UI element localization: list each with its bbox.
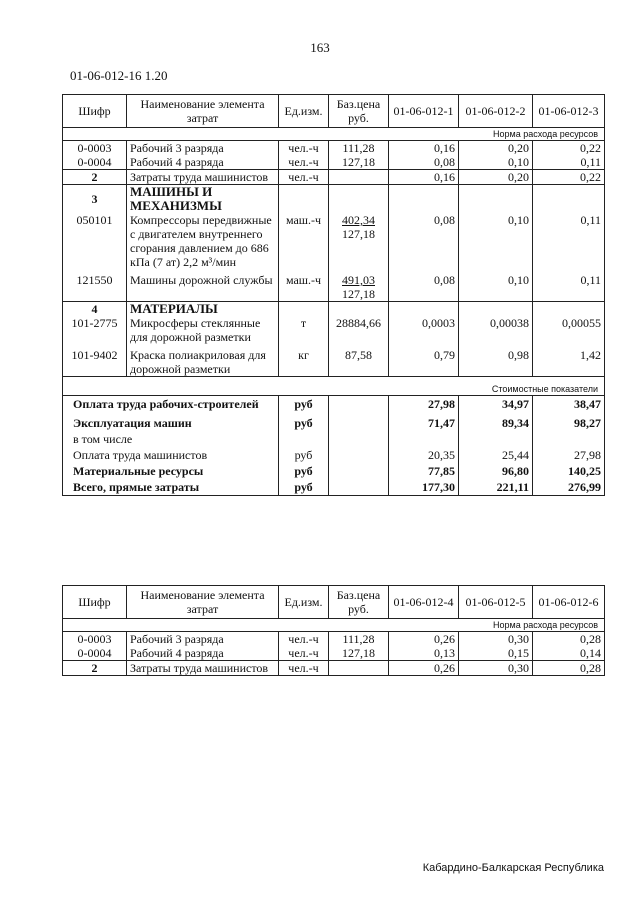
row-value-1: 0,16 bbox=[389, 141, 459, 156]
table-header-row bbox=[63, 95, 605, 128]
summary-value-3: 27,98 bbox=[533, 447, 605, 463]
row-price: 127,18 bbox=[329, 646, 389, 661]
header-norm-1: 01-06-012-1 bbox=[389, 95, 459, 128]
row-value-2: 0,15 bbox=[459, 646, 533, 661]
summary-value-2: 89,34 bbox=[459, 412, 533, 431]
header-norm-6: 01-06-012-6 bbox=[533, 586, 605, 619]
summary-value-3: 38,47 bbox=[533, 396, 605, 413]
row-name: Рабочий 3 разряда bbox=[127, 632, 279, 647]
row-name: Краска полиакриловая для дорожной разметки bbox=[127, 344, 279, 377]
table-row bbox=[63, 646, 605, 661]
row-unit: т bbox=[279, 316, 329, 344]
row-code: 0-0003 bbox=[63, 141, 127, 156]
header-norm-5: 01-06-012-5 bbox=[459, 586, 533, 619]
summary-unit: руб bbox=[279, 479, 329, 496]
row-value-3: 0,22 bbox=[533, 170, 605, 185]
row-code: 121550 bbox=[63, 269, 127, 302]
row-name: Микросферы стеклянные для дорожной разметки bbox=[127, 316, 279, 344]
row-name: Рабочий 4 разряда bbox=[127, 646, 279, 661]
summary-value-1: 177,30 bbox=[389, 479, 459, 496]
row-unit: чел.-ч bbox=[279, 170, 329, 185]
table-row bbox=[63, 269, 605, 302]
table-row bbox=[63, 344, 605, 377]
row-value-3: 0,11 bbox=[533, 155, 605, 170]
summary-value-3: 98,27 bbox=[533, 412, 605, 431]
document-code: 01-06-012-16 1.20 bbox=[70, 68, 168, 83]
row-unit: чел.-ч bbox=[279, 155, 329, 170]
row-code: 0-0004 bbox=[63, 646, 127, 661]
band-resource-norm: Норма расхода ресурсов bbox=[63, 619, 605, 632]
row-value-1: 0,79 bbox=[389, 344, 459, 377]
price-machinist: 127,18 bbox=[342, 227, 375, 241]
table-row-machinist bbox=[63, 661, 605, 676]
row-code: 101-9402 bbox=[63, 344, 127, 377]
summary-name: Материальные ресурсы bbox=[63, 463, 279, 479]
summary-value-3: 140,25 bbox=[533, 463, 605, 479]
summary-value-1: 71,47 bbox=[389, 412, 459, 431]
row-name: Рабочий 3 разряда bbox=[127, 141, 279, 156]
row-value-1: 0,26 bbox=[389, 661, 459, 676]
row-unit: чел.-ч bbox=[279, 646, 329, 661]
summary-value-3: 276,99 bbox=[533, 479, 605, 496]
summary-value-2: 34,97 bbox=[459, 396, 533, 413]
row-code: 101-2775 bbox=[63, 316, 127, 344]
row-name: Затраты труда машинистов bbox=[127, 170, 279, 185]
row-value-1: 0,0003 bbox=[389, 316, 459, 344]
row-code: 2 bbox=[63, 661, 127, 676]
row-unit: маш.-ч bbox=[279, 269, 329, 302]
row-value-3: 0,28 bbox=[533, 661, 605, 676]
summary-unit: руб bbox=[279, 463, 329, 479]
summary-row bbox=[63, 447, 605, 463]
row-unit: чел.-ч bbox=[279, 632, 329, 647]
summary-value-1: 27,98 bbox=[389, 396, 459, 413]
header-unit: Ед.изм. bbox=[279, 586, 329, 619]
summary-row bbox=[63, 463, 605, 479]
summary-row bbox=[63, 396, 605, 413]
price-machinist: 127,18 bbox=[342, 287, 375, 301]
summary-unit: руб bbox=[279, 447, 329, 463]
row-unit: кг bbox=[279, 344, 329, 377]
row-name: Машины дорожной службы bbox=[127, 269, 279, 302]
row-code: 050101 bbox=[63, 213, 127, 269]
row-value-1: 0,08 bbox=[389, 269, 459, 302]
summary-value-1: 20,35 bbox=[389, 447, 459, 463]
band-cost-indicators: Стоимостные показатели bbox=[63, 377, 605, 396]
row-code: 0-0004 bbox=[63, 155, 127, 170]
resource-table-1 bbox=[62, 94, 605, 496]
header-norm-3: 01-06-012-3 bbox=[533, 95, 605, 128]
table-row bbox=[63, 141, 605, 156]
summary-name: Всего, прямые затраты bbox=[63, 479, 279, 496]
summary-value-2: 96,80 bbox=[459, 463, 533, 479]
header-unit: Ед.изм. bbox=[279, 95, 329, 128]
summary-value-2: 25,44 bbox=[459, 447, 533, 463]
row-value-3: 0,14 bbox=[533, 646, 605, 661]
price-machine: 402,34 bbox=[342, 213, 375, 227]
section-title: МАТЕРИАЛЫ bbox=[127, 302, 279, 317]
footer-region: Кабардино-Балкарская Республика bbox=[422, 862, 604, 874]
row-unit: маш.-ч bbox=[279, 213, 329, 269]
price-machine: 491,03 bbox=[342, 273, 375, 287]
summary-row bbox=[63, 479, 605, 496]
row-price bbox=[329, 170, 389, 185]
row-value-1: 0,26 bbox=[389, 632, 459, 647]
header-price: Баз.цена руб. bbox=[329, 95, 389, 128]
row-value-2: 0,00038 bbox=[459, 316, 533, 344]
summary-row bbox=[63, 431, 605, 447]
row-value-3: 0,11 bbox=[533, 213, 605, 269]
summary-name: Оплата труда машинистов bbox=[63, 447, 279, 463]
row-price: 28884,66 bbox=[329, 316, 389, 344]
summary-value-1: 77,85 bbox=[389, 463, 459, 479]
summary-row bbox=[63, 412, 605, 431]
summary-unit: руб bbox=[279, 396, 329, 413]
summary-name: Оплата труда рабочих-строителей bbox=[63, 396, 279, 413]
row-code: 2 bbox=[63, 170, 127, 185]
row-unit: чел.-ч bbox=[279, 141, 329, 156]
header-norm-2: 01-06-012-2 bbox=[459, 95, 533, 128]
summary-name: в том числе bbox=[63, 431, 279, 447]
header-name: Наименование элемента затрат bbox=[127, 586, 279, 619]
row-value-2: 0,30 bbox=[459, 661, 533, 676]
row-value-2: 0,30 bbox=[459, 632, 533, 647]
row-price: 111,28 bbox=[329, 632, 389, 647]
row-name: Компрессоры передвижные с двигателем внутреннего сгорания давлением до 686 кПа (7 ат) 2,2 м³/мин bbox=[127, 213, 279, 269]
section-code: 4 bbox=[63, 302, 127, 317]
row-value-2: 0,20 bbox=[459, 141, 533, 156]
summary-unit: руб bbox=[279, 412, 329, 431]
table-row bbox=[63, 155, 605, 170]
header-name: Наименование элемента затрат bbox=[127, 95, 279, 128]
row-price: 87,58 bbox=[329, 344, 389, 377]
row-value-1: 0,08 bbox=[389, 155, 459, 170]
row-value-2: 0,98 bbox=[459, 344, 533, 377]
row-value-1: 0,13 bbox=[389, 646, 459, 661]
row-value-3: 1,42 bbox=[533, 344, 605, 377]
row-value-3: 0,11 bbox=[533, 269, 605, 302]
table-header-row bbox=[63, 586, 605, 619]
row-value-3: 0,28 bbox=[533, 632, 605, 647]
table-row bbox=[63, 632, 605, 647]
row-price bbox=[329, 269, 389, 302]
row-value-2: 0,10 bbox=[459, 269, 533, 302]
table-row bbox=[63, 213, 605, 269]
row-name: Затраты труда машинистов bbox=[127, 661, 279, 676]
row-name: Рабочий 4 разряда bbox=[127, 155, 279, 170]
section-materials bbox=[63, 302, 605, 317]
row-value-2: 0,20 bbox=[459, 170, 533, 185]
row-price: 111,28 bbox=[329, 141, 389, 156]
table-row-machinist bbox=[63, 170, 605, 185]
summary-value-2: 221,11 bbox=[459, 479, 533, 496]
row-price: 127,18 bbox=[329, 155, 389, 170]
header-norm-4: 01-06-012-4 bbox=[389, 586, 459, 619]
row-price bbox=[329, 213, 389, 269]
section-code: 3 bbox=[63, 185, 127, 214]
section-title: МАШИНЫ И МЕХАНИЗМЫ bbox=[127, 185, 279, 214]
page-number: 163 bbox=[310, 40, 330, 55]
row-value-1: 0,08 bbox=[389, 213, 459, 269]
header-code: Шифр bbox=[63, 586, 127, 619]
section-machines bbox=[63, 185, 605, 214]
row-value-2: 0,10 bbox=[459, 155, 533, 170]
row-value-3: 0,00055 bbox=[533, 316, 605, 344]
summary-name: Эксплуатация машин bbox=[63, 412, 279, 431]
row-value-2: 0,10 bbox=[459, 213, 533, 269]
header-code: Шифр bbox=[63, 95, 127, 128]
table-row bbox=[63, 316, 605, 344]
row-value-1: 0,16 bbox=[389, 170, 459, 185]
row-unit: чел.-ч bbox=[279, 661, 329, 676]
row-value-3: 0,22 bbox=[533, 141, 605, 156]
resource-table-2 bbox=[62, 585, 605, 676]
band-resource-norm: Норма расхода ресурсов bbox=[63, 128, 605, 141]
row-code: 0-0003 bbox=[63, 632, 127, 647]
header-price: Баз.цена руб. bbox=[329, 586, 389, 619]
row-price bbox=[329, 661, 389, 676]
